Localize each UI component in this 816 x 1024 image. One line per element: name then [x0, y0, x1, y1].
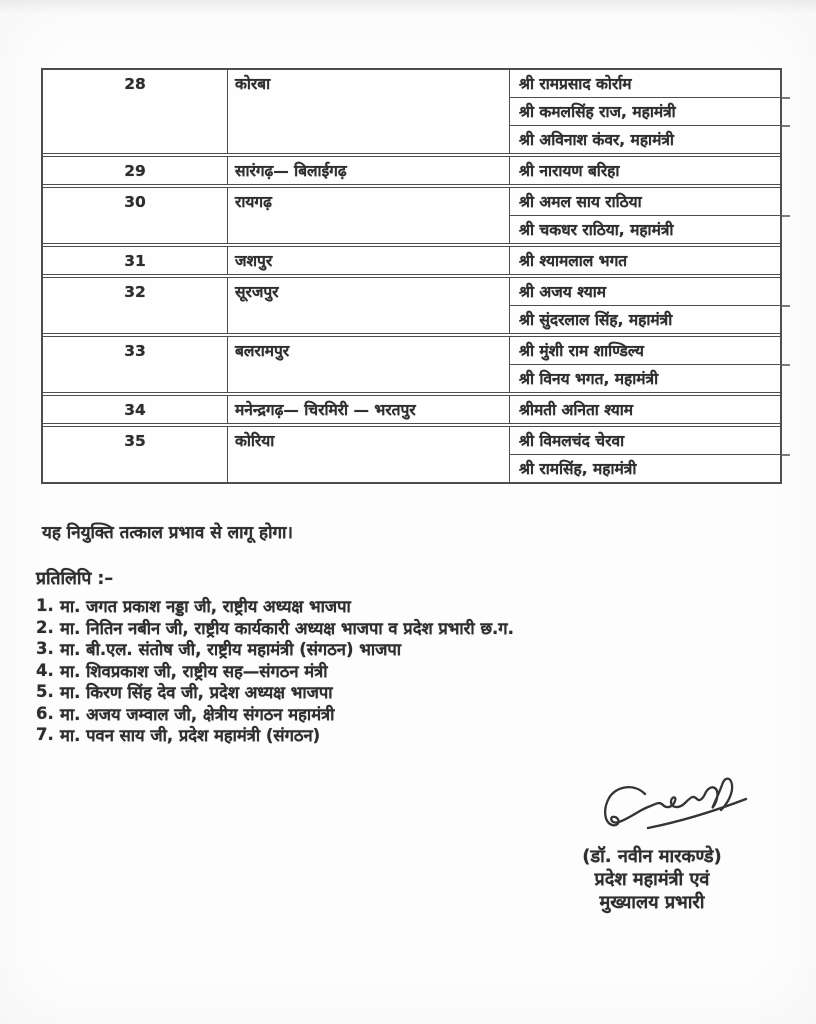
copy-item-number: 5.: [36, 682, 54, 702]
table-row: [43, 427, 780, 482]
table-row: [43, 157, 780, 188]
copy-list-item: [36, 638, 514, 660]
signatory-role-line2: मुख्यालय प्रभारी: [599, 892, 705, 913]
table-cell-name: श्री श्यामलाल भगत: [519, 251, 628, 270]
table-cell-name: श्रीमती अनिता श्याम: [519, 400, 634, 419]
copy-list-item: [36, 595, 514, 617]
signature-mark: [588, 768, 758, 846]
signatory-block: [566, 845, 738, 914]
table-row: [43, 337, 780, 396]
table-cell-names: [510, 247, 780, 274]
copy-list-item: [36, 703, 514, 725]
table-cell-name: श्री विमलचंद चेरवा: [510, 427, 780, 455]
copy-item-text: मा. जगत प्रकाश नड्डा जी, राष्ट्रीय अध्यक्ष भाजपा: [60, 597, 351, 617]
table-cell-serial: 35: [43, 427, 228, 482]
table-cell-serial: 34: [43, 396, 228, 423]
copy-list: [36, 595, 514, 746]
copy-item-text: मा. पवन साय जी, प्रदेश महामंत्री (संगठन): [60, 726, 321, 746]
table-row: [43, 70, 780, 157]
appointments-table: [41, 68, 782, 484]
table-row: [43, 188, 780, 247]
copy-list-item: [36, 724, 514, 746]
table-cell-district: कोरबा: [228, 70, 510, 153]
copy-list-item: [36, 681, 514, 703]
copy-item-number: 3.: [36, 639, 54, 659]
table-cell-name: श्री नारायण बरिहा: [519, 161, 620, 180]
copy-list-item: [36, 617, 514, 639]
table-row: [43, 278, 780, 337]
signatory-name: (डॉ. नवीन मारकण्डे): [582, 846, 722, 867]
table-cell-serial: 33: [43, 337, 228, 392]
table-cell-name: श्री मुंशी राम शाण्डिल्य: [510, 337, 780, 365]
table-cell-district: सारंगढ़— बिलाईगढ़: [228, 157, 510, 184]
table-cell-name: श्री चकधर राठिया, महामंत्री: [519, 220, 674, 239]
copy-item-number: 6.: [36, 703, 54, 723]
signatory-role-line1: प्रदेश महामंत्री एवं: [594, 869, 710, 890]
table-cell-district: जशपुर: [228, 247, 510, 274]
table-cell-serial: 29: [43, 157, 228, 184]
effective-note: यह नियुक्ति तत्काल प्रभाव से लागू होगा।: [42, 523, 293, 543]
copy-item-number: 4.: [36, 660, 54, 680]
table-cell-names: [510, 427, 780, 482]
table-cell-name: श्री रामप्रसाद कोर्राम: [510, 70, 780, 98]
table-cell-district: कोरिया: [228, 427, 510, 482]
table-cell-names: [510, 278, 780, 333]
table-cell-serial: 31: [43, 247, 228, 274]
table-cell-serial: 32: [43, 278, 228, 333]
copy-item-text: मा. नितिन नबीन जी, राष्ट्रीय कार्यकारी अध्यक्ष भाजपा व प्रदेश प्रभारी छ.ग.: [60, 618, 514, 638]
table-cell-district: सूरजपुर: [228, 278, 510, 333]
table-cell-district: मनेन्द्रगढ़— चिरमिरी — भरतपुर: [228, 396, 510, 423]
table-cell-district: बलरामपुर: [228, 337, 510, 392]
copy-item-text: मा. किरण सिंह देव जी, प्रदेश अध्यक्ष भाजपा: [60, 683, 333, 703]
table-cell-name: श्री सुंदरलाल सिंह, महामंत्री: [519, 310, 673, 329]
table-row: [43, 396, 780, 427]
table-cell-names: [510, 188, 780, 243]
table-cell-name: श्री रामसिंह, महामंत्री: [519, 459, 637, 478]
table-row: [43, 247, 780, 278]
table-cell-names: [510, 157, 780, 184]
copy-item-text: मा. बी.एल. संतोष जी, राष्ट्रीय महामंत्री (संगठन) भाजपा: [60, 640, 401, 660]
copy-item-number: 1.: [36, 596, 54, 616]
copy-list-heading: प्रतिलिपि :–: [36, 569, 114, 589]
copy-item-number: 7.: [36, 725, 54, 745]
table-cell-names: [510, 70, 780, 153]
table-cell-name: श्री अजय श्याम: [510, 278, 780, 306]
table-cell-name: श्री कमलसिंह राज, महामंत्री: [510, 98, 780, 126]
copy-item-text: मा. शिवप्रकाश जी, राष्ट्रीय सह—संगठन मंत्री: [60, 661, 328, 681]
table-cell-serial: 28: [43, 70, 228, 153]
copy-item-text: मा. अजय जम्वाल जी, क्षेत्रीय संगठन महामंत्री: [60, 704, 335, 724]
table-cell-names: [510, 337, 780, 392]
table-cell-name: श्री विनय भगत, महामंत्री: [519, 369, 659, 388]
copy-item-number: 2.: [36, 617, 54, 637]
table-cell-district: रायगढ़: [228, 188, 510, 243]
table-cell-name: श्री अमल साय राठिया: [510, 188, 780, 216]
table-cell-names: [510, 396, 780, 423]
copy-list-item: [36, 660, 514, 682]
table-cell-name: श्री अविनाश कंवर, महामंत्री: [519, 130, 674, 149]
table-cell-serial: 30: [43, 188, 228, 243]
